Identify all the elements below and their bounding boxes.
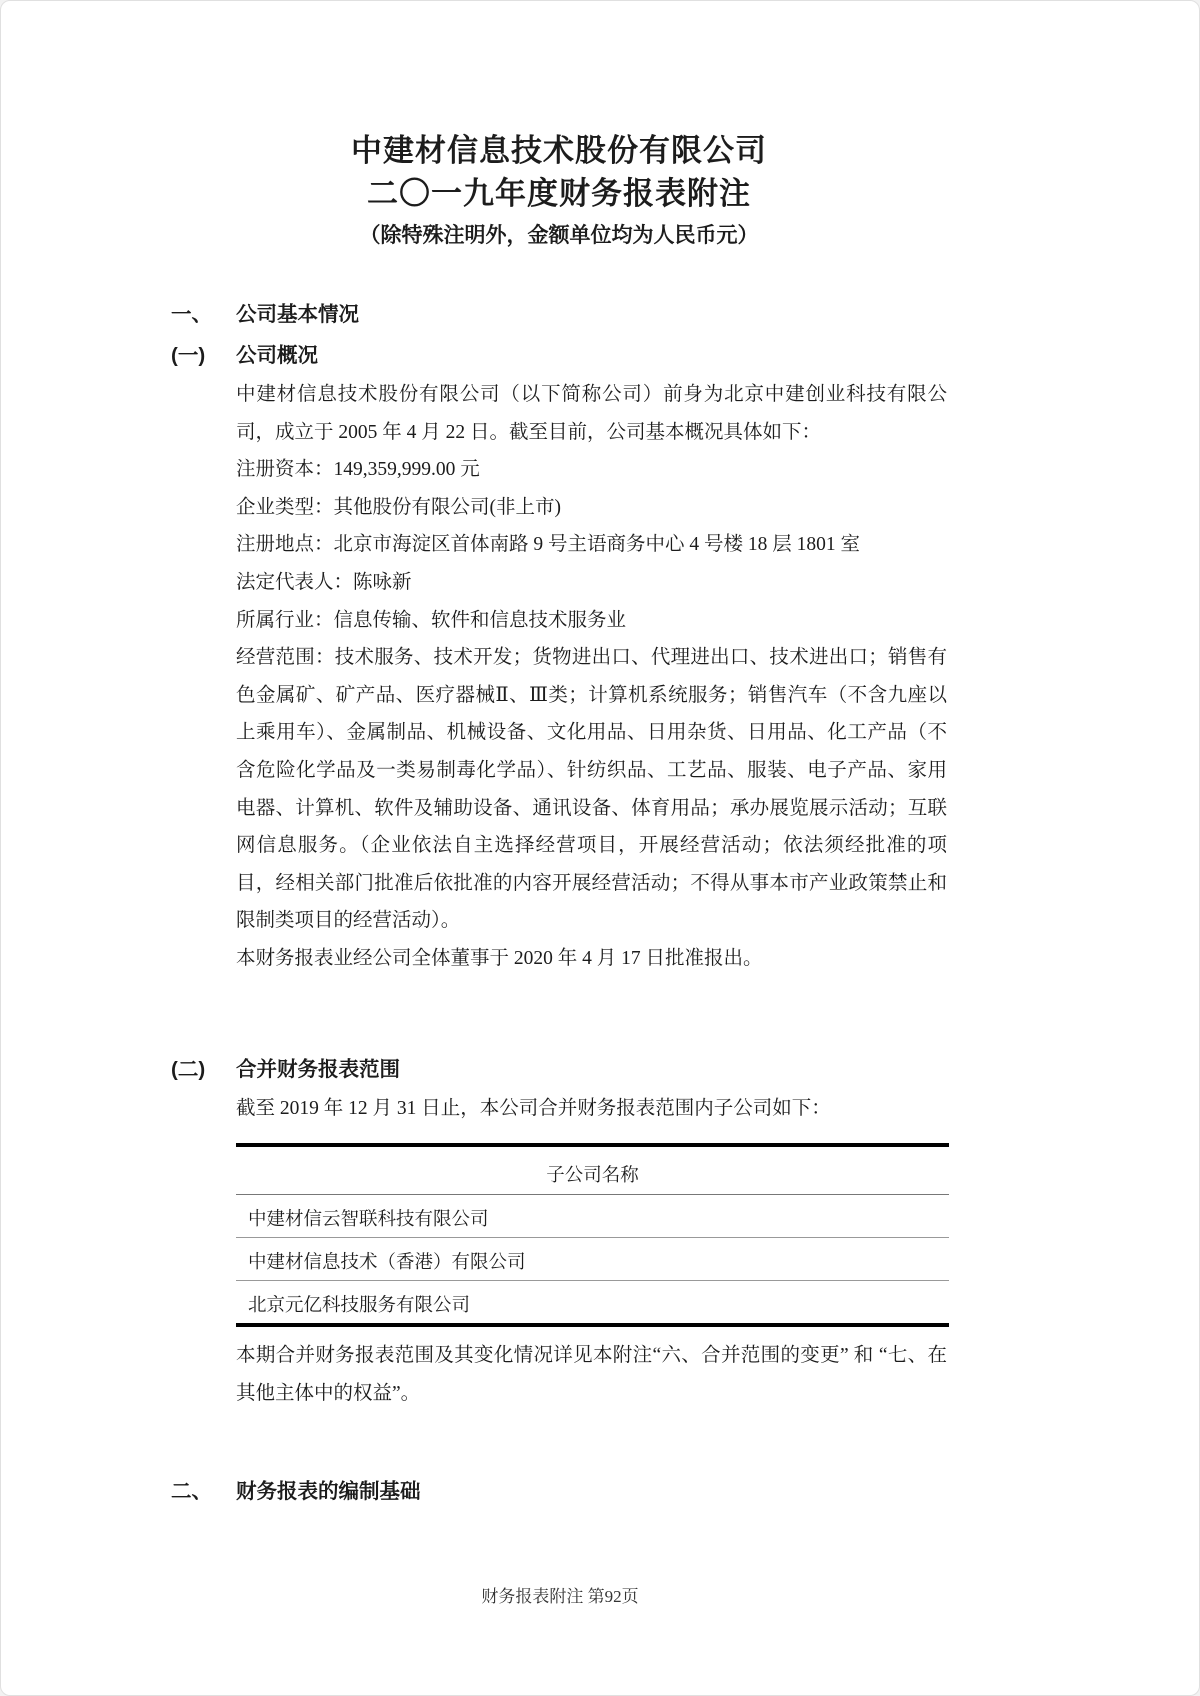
approval-paragraph: 本财务报表业经公司全体董事于 2020 年 4 月 17 日批准报出。 [236,947,763,969]
consolidation-scope-body [236,1090,947,1128]
section-2-number: 二、 [171,1480,212,1504]
company-intro-paragraph: 中建材信息技术股份有限公司（以下简称公司）前身为北京中建创业科技有限公司，成立于 2005 年 4 月 22 日。截至目前，公司基本概况具体如下： [236,384,947,443]
section-1-number: 一、 [171,303,212,326]
table-row [236,1195,949,1238]
subsection-1-2-heading [171,1050,947,1090]
company-title: 中建材信息技术股份有限公司 [351,133,767,168]
subsidiary-name-cell: 北京元亿科技服务有限公司 [236,1281,949,1326]
page-footer: 财务报表附注 第92页 [481,1587,639,1606]
report-title: 二〇一九年度财务报表附注 [367,176,751,211]
section-2-heading [171,1472,947,1512]
legal-representative-line: 法定代表人：陈咏新 [236,571,412,593]
subsidiary-name-column-header: 子公司名称 [236,1145,949,1195]
subsection-1-1-heading [171,336,947,376]
subsection-1-1-title: 公司概况 [236,344,318,367]
subsection-1-2-title: 合并财务报表范围 [236,1057,400,1081]
page-content [1,1,1199,1512]
document-header [171,129,947,253]
company-profile-body [236,376,947,978]
consolidation-note-paragraph: 本期合并财务报表范围及其变化情况详见本附注“六、合并范围的变更” 和 “七、在其他主体中的权益”。 [236,1345,947,1404]
subsidiaries-table [236,1143,949,1327]
section-1-title: 公司基本情况 [236,303,359,326]
consolidation-note-body [236,1337,947,1412]
registered-address-line: 注册地点：北京市海淀区首体南路 9 号主语商务中心 4 号楼 18 层 1801 室 [236,534,861,556]
subsection-1-1-number: (一) [171,344,206,367]
business-scope-paragraph: 经营范围：技术服务、技术开发；货物进出口、代理进出口、技术进出口；销售有色金属矿、矿产品、医疗器械Ⅱ、Ⅲ类；计算机系统服务；销售汽车（不含九座以上乘用车）、金属制品、机械设备、文化用品、日用杂货、日用品、化工产品（不含危险化学品及一类易制毒化学品）、针纺织品、工艺品、服装、电子产品、家用电器、计算机、软件及辅助设备、通讯设备、体育用品；承办展览展示活动；互联网信息服务。（企业依法自主选择经营项目，开展经营活动；依法须经批准的项目，经相关部门批准后依批准的内容开展经营活动；不得从事本市产业政策禁止和限制类项目的经营活动）。 [236,647,947,932]
table-row [236,1238,949,1281]
subsection-1-2-number: (二) [171,1057,206,1081]
section-1-heading [171,295,947,335]
section-2-title: 财务报表的编制基础 [236,1480,421,1504]
subsidiary-name-cell: 中建材信息技术（香港）有限公司 [236,1238,949,1281]
enterprise-type-line: 企业类型：其他股份有限公司(非上市) [236,496,561,518]
consolidation-intro-paragraph: 截至 2019 年 12 月 31 日止，本公司合并财务报表范围内子公司如下： [236,1097,831,1119]
subsidiary-name-cell: 中建材信云智联科技有限公司 [236,1195,949,1238]
registered-capital-line: 注册资本：149,359,999.00 元 [236,459,480,481]
table-header-row [236,1145,949,1195]
table-row [236,1281,949,1326]
industry-line: 所属行业：信息传输、软件和信息技术服务业 [236,609,627,631]
currency-note: （除特殊注明外，金额单位均为人民币元） [359,223,759,247]
